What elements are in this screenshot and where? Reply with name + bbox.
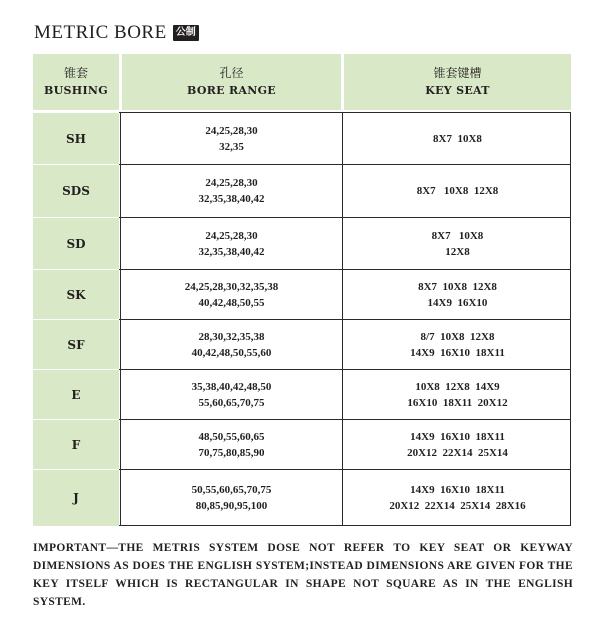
bore-range-line: 28,30,32,35,38 xyxy=(198,330,265,343)
key-seat-line: 12X8 xyxy=(445,245,470,258)
header-key-cn: 锥套键槽 xyxy=(433,66,482,80)
header-key xyxy=(344,54,571,110)
key-seat-line: 8/7 10X8 12X8 xyxy=(420,330,495,343)
table-rule xyxy=(119,217,571,218)
bushing-label: SD xyxy=(33,218,119,269)
bushing-label: SH xyxy=(33,113,119,164)
table-rule xyxy=(119,419,571,420)
key-seat-cell xyxy=(344,320,571,369)
table-rule xyxy=(570,112,571,526)
table-rule xyxy=(119,269,571,270)
bore-range-line: 24,25,28,30 xyxy=(205,124,258,137)
key-seat-line: 14X9 16X10 18X11 xyxy=(410,484,505,496)
bushing-label: SF xyxy=(33,320,119,369)
bore-spec-table xyxy=(33,54,571,526)
bore-range-cell xyxy=(122,165,341,217)
bore-range-cell xyxy=(122,218,341,269)
table-rule xyxy=(119,112,571,113)
header-key-en: KEY SEAT xyxy=(425,84,490,97)
key-seat-line: 14X9 16X10 xyxy=(427,296,488,309)
key-seat-line: 10X8 12X8 14X9 xyxy=(415,380,500,393)
key-seat-line: 20X12 22X14 25X14 xyxy=(407,446,508,459)
bore-range-line: 24,25,28,30 xyxy=(205,229,258,242)
key-seat-line: 8X7 10X8 12X8 xyxy=(418,280,497,293)
bore-range-line: 80,85,90,95,100 xyxy=(195,500,268,512)
bore-range-cell xyxy=(122,370,341,419)
key-seat-cell xyxy=(344,370,571,419)
key-seat-line: 16X10 18X11 20X12 xyxy=(407,396,508,409)
key-seat-cell xyxy=(344,420,571,469)
bushing-label: J xyxy=(33,470,119,526)
bore-range-line: 48,50,55,60,65 xyxy=(198,430,265,443)
key-seat-cell xyxy=(344,218,571,269)
header-bore-cn: 孔径 xyxy=(219,66,244,80)
bore-range-line: 24,25,28,30 xyxy=(205,177,258,189)
bushing-label: SDS xyxy=(33,165,119,217)
bore-range-cell xyxy=(122,470,341,526)
header-bore xyxy=(122,54,341,110)
key-seat-line: 8X7 10X8 12X8 xyxy=(416,185,499,197)
bore-range-line: 32,35 xyxy=(219,140,244,153)
table-rule xyxy=(119,525,571,526)
header-bushing xyxy=(33,54,119,110)
bore-range-line: 32,35,38,40,42 xyxy=(198,193,265,205)
table-rule xyxy=(342,112,343,526)
bore-range-line: 55,60,65,70,75 xyxy=(198,396,265,409)
bore-range-cell xyxy=(122,270,341,319)
bore-range-line: 40,42,48,50,55,60 xyxy=(191,346,272,359)
key-seat-cell xyxy=(344,270,571,319)
bore-range-line: 35,38,40,42,48,50 xyxy=(191,380,272,393)
key-seat-line: 14X9 16X10 18X11 xyxy=(410,346,505,359)
bore-range-cell xyxy=(122,320,341,369)
key-seat-line: 8X7 10X8 xyxy=(431,229,484,242)
bore-range-line: 40,42,48,50,55 xyxy=(198,296,265,309)
bore-range-line: 50,55,60,65,70,75 xyxy=(191,484,272,496)
table-rule xyxy=(119,369,571,370)
key-seat-cell xyxy=(344,470,571,526)
key-seat-line: 14X9 16X10 18X11 xyxy=(410,430,505,443)
header-bushing-cn: 锥套 xyxy=(63,66,88,80)
table-rule xyxy=(120,112,121,526)
page-title xyxy=(34,22,199,44)
key-seat-cell xyxy=(344,165,571,217)
header-bore-en: BORE RANGE xyxy=(187,84,276,97)
key-seat-line: 8X7 10X8 xyxy=(433,132,482,145)
bore-range-line: 70,75,80,85,90 xyxy=(198,446,265,459)
table-rule xyxy=(119,319,571,320)
table-rule xyxy=(119,164,571,165)
bushing-label: SK xyxy=(33,270,119,319)
bore-range-cell xyxy=(122,113,341,164)
title-text: METRIC BORE xyxy=(34,22,167,43)
key-seat-cell xyxy=(344,113,571,164)
key-seat-line: 20X12 22X14 25X14 28X16 xyxy=(389,500,526,512)
bushing-label: F xyxy=(33,420,119,469)
important-note: IMPORTANT—THE METRIS SYSTEM DOSE NOT REFER TO KEY SEAT OR KEYWAY DIMENSIONS AS DOES THE ENGLISH SYSTEM;INSTEAD DIMENSIONS ARE GIVEN FOR THE KEY ITSELF WHICH IS RECTANGULAR IN SHAPE NOT SQUARE AS IN THE ENGLISH SYSTEM. xyxy=(33,542,573,608)
bore-range-cell xyxy=(122,420,341,469)
table-rule xyxy=(119,469,571,470)
title-badge: 公制 xyxy=(173,25,199,41)
bore-range-line: 24,25,28,30,32,35,38 xyxy=(184,280,279,293)
header-bushing-en: BUSHING xyxy=(44,84,108,97)
bushing-label: E xyxy=(33,370,119,419)
bore-range-line: 32,35,38,40,42 xyxy=(198,245,265,258)
